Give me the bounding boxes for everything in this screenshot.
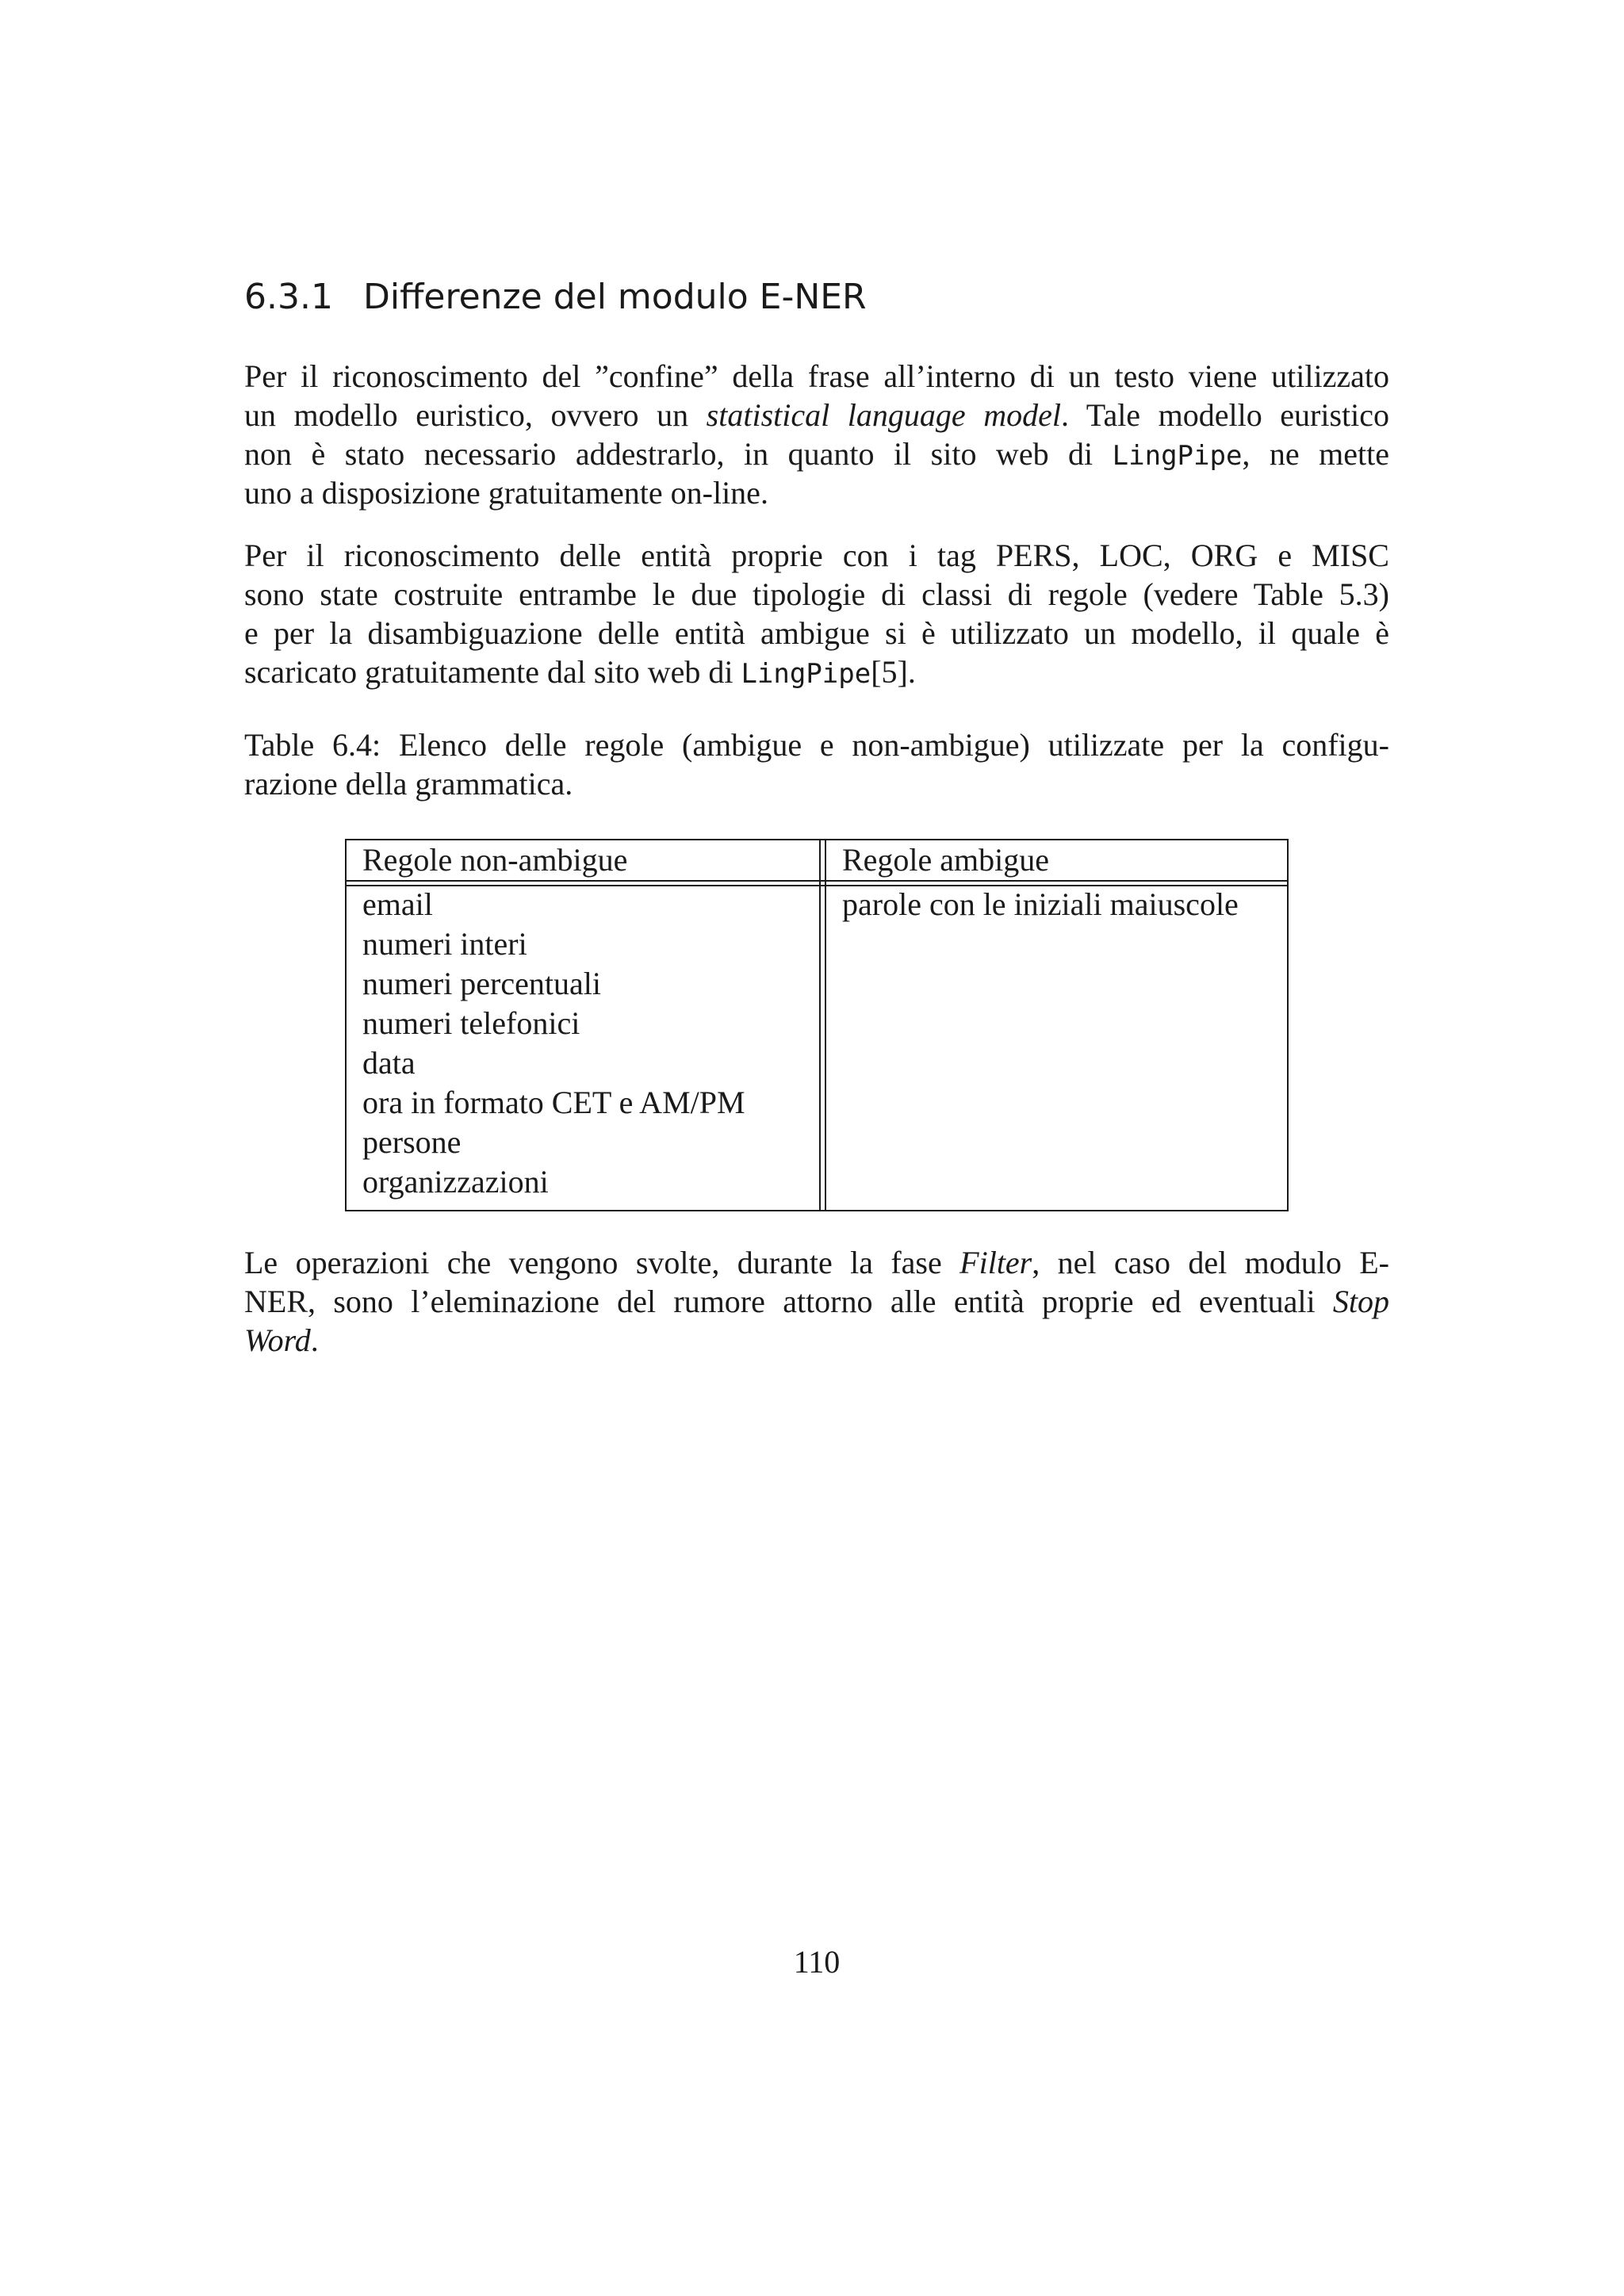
text-span: scaricato gratuitamente dal sito web di <box>244 654 741 690</box>
text-line <box>244 1321 1389 1360</box>
non-ambigue-list <box>362 885 745 1202</box>
text-span: . <box>310 1322 319 1358</box>
text-line: razione della grammatica. <box>244 766 573 802</box>
table-header-ambigue: Regole ambigue <box>842 842 1050 878</box>
section-number: 6.3.1 <box>244 277 333 317</box>
list-item: numeri interi <box>362 926 527 962</box>
text-line: e per la disambiguazione delle entità ambigue si è utilizzato un modello, il quale è <box>244 615 1389 651</box>
text-line: Per il riconoscimento delle entità proprie con i tag PERS, LOC, ORG e MISC <box>244 538 1389 573</box>
section-title: Differenze del modulo E-NER <box>363 277 867 317</box>
text-span: NER, sono l’eleminazione del rumore attorno alle entità proprie ed eventuali <box>244 1284 1333 1319</box>
text-span: . Tale modello euristico <box>1060 397 1389 433</box>
code-text: LingPipe <box>1112 440 1243 472</box>
section-heading <box>244 274 867 321</box>
list-item: email <box>362 886 433 922</box>
emphasis-text: Stop <box>1332 1284 1389 1319</box>
text-line: Table 6.4: Elenco delle regole (ambigue e non-ambigue) utilizzate per la configu- <box>244 727 1389 763</box>
emphasis-text: statistical language model <box>706 397 1061 433</box>
table-caption <box>244 725 1389 803</box>
table-border-right <box>1287 839 1289 1211</box>
table-header-non-ambigue: Regole non-ambigue <box>362 842 628 878</box>
text-line: Per il riconoscimento del ”confine” della frase all’interno di un testo viene utilizzato <box>244 358 1389 394</box>
citation: [5]. <box>871 654 916 690</box>
emphasis-text: Filter <box>959 1245 1032 1280</box>
text-line <box>244 652 1389 691</box>
text-line <box>244 1282 1389 1321</box>
paragraph-filter-phase <box>244 1243 1389 1360</box>
list-item: ora in formato CET e AM/PM <box>362 1085 745 1120</box>
list-item: persone <box>362 1124 462 1160</box>
text-span: , ne mette <box>1242 436 1389 472</box>
document-page <box>244 0 1389 2296</box>
code-text: LingPipe <box>741 658 871 690</box>
text-span: non è stato necessario addestrarlo, in quanto il sito web di <box>244 436 1113 472</box>
list-item: data <box>362 1045 416 1081</box>
text-span: , nel caso del modulo E- <box>1032 1245 1389 1280</box>
list-item: numeri telefonici <box>362 1005 580 1041</box>
paragraph-sentence-boundary <box>244 357 1389 512</box>
table-column-separator <box>825 839 826 1211</box>
text-span: un modello euristico, ovvero un <box>244 397 707 433</box>
text-line: sono state costruite entrambe le due tipologie di classi di regole (vedere Table 5.3) <box>244 576 1389 612</box>
text-line <box>244 1243 1389 1282</box>
text-line: uno a disposizione gratuitamente on-line. <box>244 475 768 511</box>
list-item: numeri percentuali <box>362 966 601 1001</box>
table-border-left <box>345 839 347 1211</box>
table-rule-header <box>345 880 1289 882</box>
text-line <box>244 396 1389 434</box>
text-line <box>244 434 1389 473</box>
rules-table <box>345 839 1289 1211</box>
ambigue-list-item: parole con le iniziali maiuscole <box>842 886 1239 922</box>
text-span: Le operazioni che vengono svolte, durante la fase <box>244 1245 960 1280</box>
table-column-separator <box>819 839 821 1211</box>
page-number: 110 <box>793 1944 841 1980</box>
paragraph-entity-recognition <box>244 536 1389 691</box>
emphasis-text: Word <box>244 1322 311 1358</box>
list-item: organizzazioni <box>362 1164 549 1200</box>
table-rule-bottom <box>345 1210 1289 1211</box>
